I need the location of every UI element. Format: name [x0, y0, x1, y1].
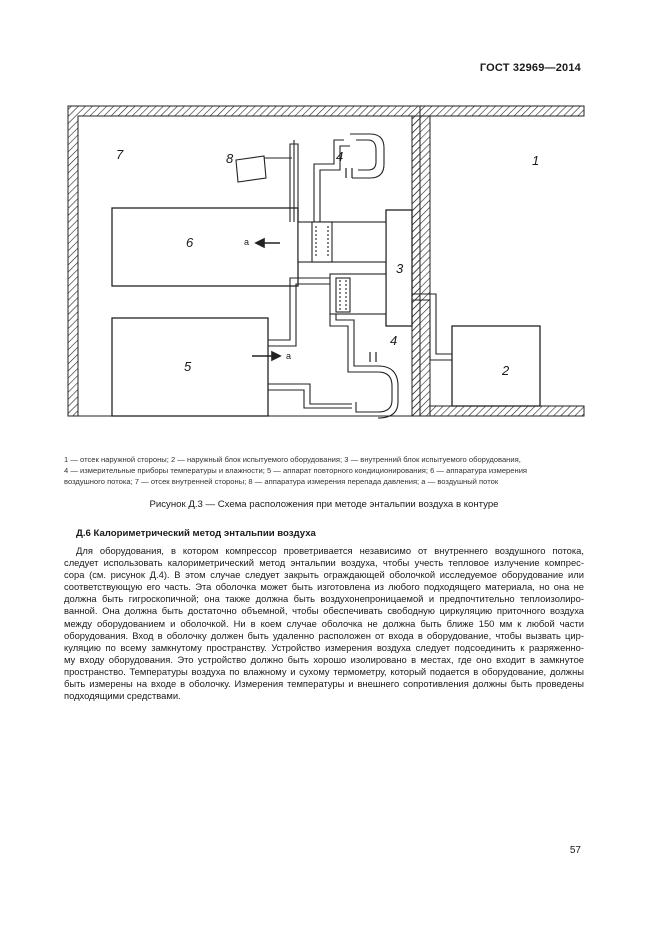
- body-line: куляцию по всему замкнутому пространству. Устройство измерения воздуха следует подсоединить к разряженно-: [64, 641, 584, 653]
- box-6-airflow-measurement: [112, 208, 298, 286]
- label-8: 8: [226, 151, 234, 166]
- label-1: 1: [532, 153, 540, 168]
- section-title: Д.6 Калориметрический метод энтальпии воздуха: [76, 528, 316, 539]
- section-body: [64, 545, 584, 702]
- figure-caption: Рисунок Д.3 — Схема расположения при методе энтальпии воздуха в контуре: [149, 499, 499, 510]
- airflow-label-bottom: а: [286, 351, 292, 361]
- page-number: 57: [569, 845, 581, 856]
- figure-d3-diagram: [66, 104, 586, 422]
- label-6: 6: [186, 235, 194, 250]
- figure-legend: [64, 454, 584, 487]
- body-line: следует использовать калориметрический метод энтальпии воздуха, чтобы учесть тепловое излучение компрес-: [64, 557, 584, 569]
- body-line: между оборудованием и оболочкой. Ни в коем случае оболочка не должна быть ближе 150 мм к любой части: [64, 617, 584, 629]
- legend-line: 1 — отсек наружной стороны; 2 — наружный блок испытуемого оборудования; 3 — внутренний блок испытуемого оборудования,: [64, 455, 521, 464]
- label-4-bottom: 4: [390, 333, 398, 348]
- body-line: соответствующую его часть. Эта оболочка может быть изготовлена из любого подходящего материала, но она не: [64, 581, 584, 593]
- body-line: Для оборудования, в котором компрессор проветривается независимо от внутреннего воздушного потока,: [76, 545, 584, 556]
- body-line: быть измерены на входе в оболочку. Измерения температуры и внешнего сопротивления должны быть проведены: [64, 678, 584, 690]
- body-line: му входу оборудования. Это устройство должно быть хорошо изолировано в местах, где оно входит в замкнутое: [64, 653, 584, 665]
- airflow-label-top: а: [244, 237, 250, 247]
- body-line: подходящими средствами.: [64, 690, 181, 702]
- body-line: ванной. Она должна быть достаточно объемной, чтобы обеспечивать свободную циркуляцию приточного воздуха: [64, 605, 584, 617]
- body-line: пространство. Температуры воздуха по влажному и сухому термометру, который подается в оборудование, должны: [64, 665, 584, 677]
- body-line: сора (см. рисунок Д.4). В этом случае следует закрыть ограждающей оболочкой исследуемое оборудование или: [64, 569, 584, 581]
- label-3: 3: [396, 261, 404, 276]
- body-line: должна быть гигроскопичной; она также должна быть воздухонепроницаемой и предпочтительно теплоизолиро-: [64, 593, 584, 605]
- standard-designation: ГОСТ 32969—2014: [479, 62, 581, 74]
- body-line: оборудования. Вход в оболочку должен быть удаленно расположен от входа в оборудование, чтобы вызвать цир-: [64, 629, 584, 641]
- legend-line: 4 — измерительные приборы температуры и влажности; 5 — аппарат повторного кондиционирования; 6 — аппаратура измерения: [64, 466, 528, 475]
- label-4-top: 4: [336, 149, 344, 164]
- legend-line: воздушного потока; 7 — отсек внутренней стороны; 8 — аппаратура измерения перепада давления; а — воздушный поток: [64, 477, 499, 486]
- label-5: 5: [184, 359, 192, 374]
- label-7: 7: [116, 147, 124, 162]
- box-2-outdoor-unit: [452, 326, 540, 406]
- label-2: 2: [502, 363, 510, 378]
